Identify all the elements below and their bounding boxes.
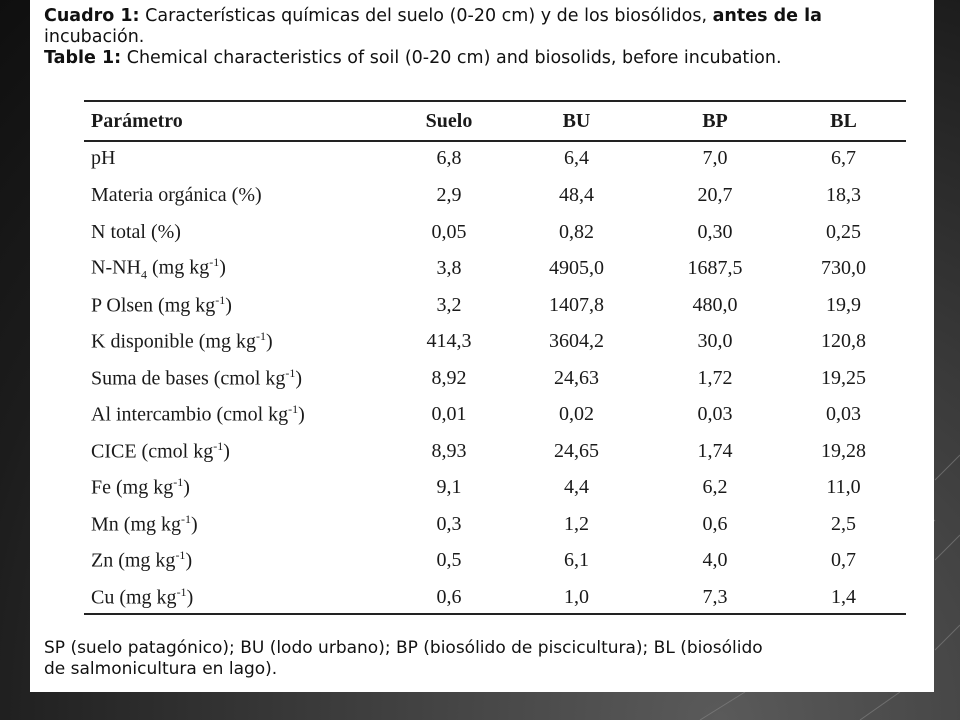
cell-bl: 0,7 — [831, 549, 856, 572]
cell-suelo: 8,92 — [431, 366, 467, 389]
cell-bp: 0,6 — [702, 512, 728, 535]
caption-spanish-line: Cuadro 1: Características químicas del suelo (0-20 cm) y de los biosólidos, antes de la — [44, 6, 822, 26]
cell-bu: 1,2 — [564, 512, 589, 535]
cell-suelo: 6,8 — [436, 146, 462, 169]
cell-bl: 18,3 — [826, 184, 861, 207]
cell-bp: 30,0 — [697, 330, 733, 353]
cell-bu: 1,0 — [564, 585, 589, 608]
slide-panel — [30, 0, 934, 692]
cell-bu: 1407,8 — [549, 293, 604, 316]
cell-bu: 4905,0 — [549, 257, 604, 280]
table-row — [84, 214, 906, 251]
cell-bp: 7,3 — [702, 585, 728, 608]
cell-suelo: 0,3 — [436, 512, 462, 535]
cell-bp: 480,0 — [692, 293, 738, 316]
cell-bp: 4,0 — [702, 549, 728, 572]
cell-bl: 120,8 — [821, 330, 866, 353]
cell-parameter: P Olsen (mg $kg^{-1}$) — [91, 292, 232, 317]
cell-parameter: Cu (mg $kg^{-1}$) — [91, 584, 194, 609]
cell-bp: 0,03 — [697, 403, 733, 426]
table-row — [84, 287, 906, 324]
cell-parameter: $N-NH_4$ (mg $kg^{-1}$) — [91, 254, 226, 282]
cell-bu: 6,4 — [564, 146, 589, 169]
header-parametro: Parámetro — [91, 109, 183, 132]
table-row — [84, 469, 906, 506]
table-row — [84, 579, 906, 616]
table-row — [84, 360, 906, 397]
caption-spanish-line2: incubación. — [44, 27, 145, 47]
table-row — [84, 396, 906, 433]
cell-suelo: 8,93 — [431, 439, 467, 462]
cell-bl: 2,5 — [831, 512, 856, 535]
footnote-line: de salmonicultura en lago). — [44, 659, 278, 679]
cell-bl: 19,9 — [826, 293, 861, 316]
cell-suelo: 3,8 — [436, 257, 462, 280]
cell-bu: 0,02 — [559, 403, 594, 426]
table-caption — [44, 6, 934, 69]
header-bp: BP — [702, 109, 728, 132]
cell-suelo: 0,05 — [431, 220, 467, 243]
table-row — [84, 139, 906, 177]
cell-bu: 3604,2 — [549, 330, 604, 353]
cell-bp: 1687,5 — [687, 257, 743, 280]
cell-bl: 0,03 — [826, 403, 861, 426]
table-top-rule — [84, 100, 906, 102]
cell-suelo: 2,9 — [436, 184, 462, 207]
footnote-line: SP (suelo patagónico); BU (lodo urbano); BP (biosólido de piscicultura); BL (biosólido — [44, 638, 763, 658]
cell-bp: 1,72 — [697, 366, 733, 389]
cell-parameter: Zn (mg $kg^{-1}$) — [91, 548, 193, 572]
cell-suelo: 3,2 — [436, 293, 462, 316]
cell-bl: 0,25 — [826, 220, 861, 243]
cell-bu: 4,4 — [564, 476, 589, 499]
header-bl: BL — [830, 109, 857, 132]
cell-suelo: 0,6 — [436, 585, 462, 608]
cell-bp: 6,2 — [702, 476, 728, 499]
table-row — [84, 250, 906, 287]
cell-bp: 1,74 — [697, 439, 733, 462]
cell-parameter: Suma de bases (cmol $kg^{-1}$) — [91, 365, 303, 390]
table-row — [84, 177, 906, 214]
cell-bp: 20,7 — [697, 184, 733, 207]
cell-bl: 11,0 — [826, 476, 861, 499]
cell-suelo: 414,3 — [426, 330, 472, 353]
cell-bl: 1,4 — [831, 585, 856, 608]
cell-bu: 6,1 — [564, 549, 589, 572]
cell-suelo: 9,1 — [436, 476, 462, 499]
cell-parameter: Materia orgánica (%) — [91, 184, 262, 207]
cell-suelo: 0,01 — [431, 403, 467, 426]
cell-parameter: pH — [91, 146, 116, 169]
cell-bu: 48,4 — [559, 184, 594, 207]
header-suelo: Suelo — [425, 109, 473, 132]
header-bu: BU — [562, 109, 591, 132]
table-footnote — [44, 638, 934, 680]
table-header-row — [84, 103, 906, 139]
table-row — [84, 542, 906, 579]
table-row — [84, 323, 906, 360]
cell-parameter: Fe (mg $kg^{-1}$) — [91, 475, 190, 499]
cell-bl: 730,0 — [821, 257, 866, 280]
cell-suelo: 0,5 — [436, 549, 462, 572]
cell-bl: 19,25 — [821, 366, 866, 389]
cell-parameter: K disponible (mg $kg^{-1}$) — [91, 329, 273, 353]
cell-bu: 24,63 — [554, 366, 599, 389]
cell-bp: 7,0 — [702, 146, 728, 169]
cell-bl: 6,7 — [831, 146, 856, 169]
chemical-characteristics-table — [84, 103, 906, 615]
cell-bu: 0,82 — [559, 220, 594, 243]
cell-parameter: Al intercambio (cmol $kg^{-1}$) — [91, 402, 305, 426]
table-row — [84, 506, 906, 543]
table-bottom-rule — [84, 613, 906, 615]
cell-bp: 0,30 — [697, 220, 733, 243]
cell-parameter: Mn (mg $kg^{-1}$) — [91, 511, 198, 536]
caption-english-line: Table 1: Chemical characteristics of soil (0-20 cm) and biosolids, before incubation. — [44, 48, 782, 68]
cell-bu: 24,65 — [554, 439, 599, 462]
cell-parameter: N total (%) — [91, 220, 181, 243]
cell-bl: 19,28 — [821, 439, 866, 462]
cell-parameter: CICE (cmol $kg^{-1}$) — [91, 438, 230, 463]
table-row — [84, 433, 906, 470]
